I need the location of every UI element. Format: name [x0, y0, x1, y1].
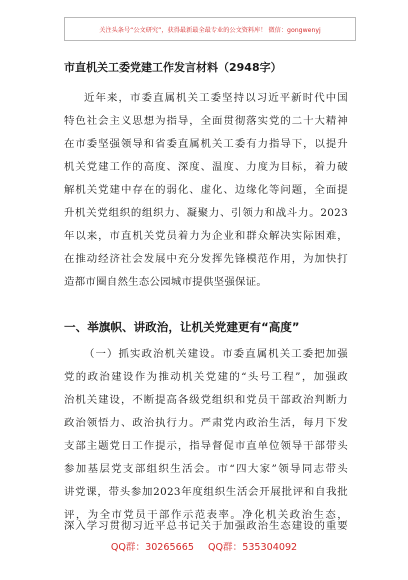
paragraph-1-line-9: 造都市圈自然生态公园城市提供坚强保证。 — [64, 276, 268, 288]
paragraph-1-line-3: 在市委坚强领导和省委直属机关工委有力指导下，以提升 — [64, 138, 348, 150]
paragraph-2-line-5: 支部主题党日工作提示，指导督促市直单位领导干部带头 — [64, 440, 348, 452]
paragraph-1-line-1: 近年来，市委直属机关工委坚持以习近平新时代中国 — [84, 92, 348, 104]
paragraph-1-line-8: 在推动经济社会发展中充分发挥先锋模范作用，为加快打 — [64, 253, 348, 265]
promo-banner-text: 关注头条号“公文研究”，获得最新最全最专业的公文资料库！ 微信：gongwenyj — [99, 26, 321, 34]
paragraph-2-line-2: 党的政治建设作为推动机关党建的“头号工程”，加强政 — [64, 371, 348, 383]
section-heading: 一、举旗帜、讲政治，让机关党建更有“高度” — [64, 320, 300, 334]
paragraph-2-line-9: 深入学习贯彻习近平总书记关于加强政治生态建设的重要 — [64, 520, 348, 532]
paragraph-2-line-3: 治机关建设，不断提高各级党组织和党员干部政治判断力 — [64, 394, 348, 406]
paragraph-2-line-6: 参加基层党支部组织生活会。市“四大家”领导同志带头 — [64, 463, 348, 475]
footer-contact — [0, 539, 408, 553]
footer-qq-group-1: QQ群：30265665 — [110, 542, 194, 553]
paragraph-2-line-8: 评，为全市党员干部作示范表率。净化机关政治生态， — [64, 509, 348, 521]
paragraph-1-line-7: 年以来，市直机关党员着力为企业和群众解决实际困难， — [64, 230, 348, 242]
paragraph-1-line-2: 特色社会主义思想为指导，全面贯彻落实党的二十大精神 — [64, 115, 348, 127]
paragraph-2-line-7: 讲党课，带头参加2023年度组织生活会开展批评和自我批 — [64, 486, 348, 498]
promo-banner — [64, 17, 356, 41]
paragraph-2-line-1: （一）抓实政治机关建设。市委直属机关工委把加强 — [84, 348, 348, 360]
document-title: 市直机关工委党建工作发言材料（2948字） — [64, 61, 282, 74]
paragraph-1-line-6: 升机关党组织的组织力、凝聚力、引领力和战斗力。2023 — [64, 207, 348, 219]
paragraph-1-line-5: 解机关党建中存在的弱化、虚化、边缘化等问题，全面提 — [64, 184, 348, 196]
paragraph-1-line-4: 机关党建工作的高度、深度、温度、力度为目标，着力破 — [64, 161, 348, 173]
paragraph-2-line-4: 政治领悟力、政治执行力。严肃党内政治生活，每月下发 — [64, 417, 348, 429]
footer-qq-group-2: QQ群：535304092 — [207, 542, 298, 553]
